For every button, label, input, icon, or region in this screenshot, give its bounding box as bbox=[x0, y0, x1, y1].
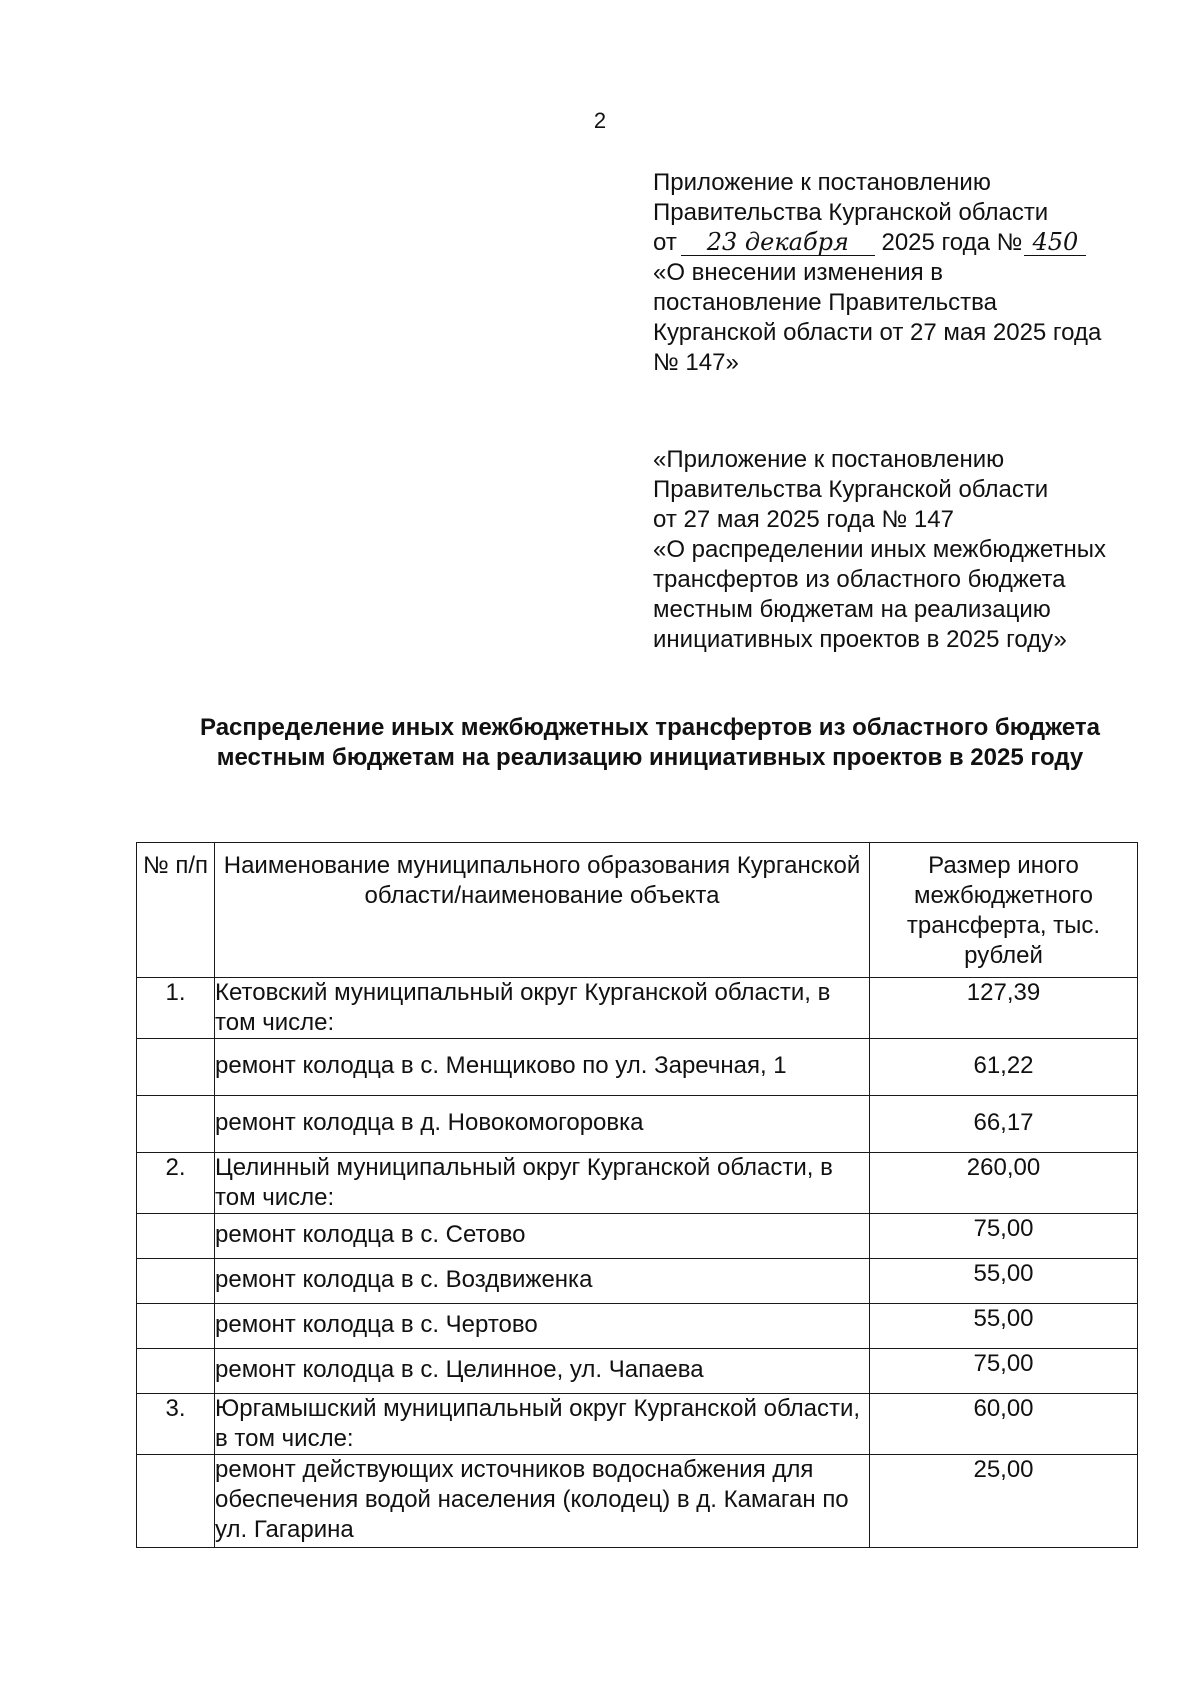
table-row bbox=[137, 1153, 1138, 1214]
row-number: 2. bbox=[137, 1153, 215, 1214]
distribution-table bbox=[136, 842, 1138, 1548]
row-name: Целинный муниципальный округ Курганской области, в том числе: bbox=[215, 1153, 870, 1214]
header-number: № п/п bbox=[137, 843, 215, 978]
table-row bbox=[137, 1259, 1138, 1304]
row-amount: 75,00 bbox=[870, 1214, 1138, 1259]
row-amount: 127,39 bbox=[870, 978, 1138, 1039]
handwritten-number: 450 bbox=[1024, 229, 1086, 256]
appendix-line: Приложение к постановлению bbox=[653, 169, 991, 196]
appendix-line: постановление Правительства bbox=[653, 289, 997, 316]
row-number bbox=[137, 1304, 215, 1349]
table-row bbox=[137, 1304, 1138, 1349]
row-name: ремонт колодца в с. Воздвиженка bbox=[215, 1259, 870, 1304]
row-name: Кетовский муниципальный округ Курганской области, в том числе: bbox=[215, 978, 870, 1039]
title-line: Распределение иных межбюджетных трансфертов из областного бюджета bbox=[200, 714, 1100, 741]
appendix-line: «Приложение к постановлению bbox=[653, 446, 1005, 473]
row-name: ремонт колодца в с. Сетово bbox=[215, 1214, 870, 1259]
row-number bbox=[137, 1259, 215, 1304]
appendix-line: «О внесении изменения в bbox=[653, 259, 944, 286]
appendix-line: Правительства Курганской области bbox=[653, 476, 1049, 503]
table-row bbox=[137, 1039, 1138, 1096]
appendix-line: трансфертов из областного бюджета bbox=[653, 566, 1066, 593]
row-name: ремонт действующих источников водоснабжения для обеспечения водой населения (колодец) в д. Камаган по ул. Гагарина bbox=[215, 1455, 870, 1548]
row-number bbox=[137, 1039, 215, 1096]
row-name: ремонт колодца в с. Чертово bbox=[215, 1304, 870, 1349]
row-name: ремонт колодца в с. Целинное, ул. Чапаева bbox=[215, 1349, 870, 1394]
row-number: 3. bbox=[137, 1394, 215, 1455]
appendix-line: Курганской области от 27 мая 2025 года bbox=[653, 319, 1102, 346]
table-row bbox=[137, 978, 1138, 1039]
date-prefix: от bbox=[653, 229, 677, 256]
row-amount: 25,00 bbox=[870, 1455, 1138, 1548]
appendix-original-block bbox=[653, 445, 1123, 655]
row-number bbox=[137, 1455, 215, 1548]
row-number: 1. bbox=[137, 978, 215, 1039]
appendix-line: местным бюджетам на реализацию bbox=[653, 596, 1051, 623]
row-name: ремонт колодца в д. Новокомогоровка bbox=[215, 1096, 870, 1153]
row-amount: 55,00 bbox=[870, 1304, 1138, 1349]
row-amount: 55,00 bbox=[870, 1259, 1138, 1304]
appendix-line: «О распределении иных межбюджетных bbox=[653, 536, 1106, 563]
row-name: ремонт колодца в с. Менщиково по ул. Заречная, 1 bbox=[215, 1039, 870, 1096]
table-row bbox=[137, 1349, 1138, 1394]
table-row bbox=[137, 1096, 1138, 1153]
row-amount: 66,17 bbox=[870, 1096, 1138, 1153]
appendix-line: Правительства Курганской области bbox=[653, 199, 1049, 226]
appendix-line: № 147» bbox=[653, 349, 739, 376]
row-number bbox=[137, 1214, 215, 1259]
handwritten-date: 23 декабря bbox=[681, 229, 875, 256]
row-amount: 61,22 bbox=[870, 1039, 1138, 1096]
row-number bbox=[137, 1349, 215, 1394]
row-amount: 260,00 bbox=[870, 1153, 1138, 1214]
header-name: Наименование муниципального образования Курганской области/наименование объекта bbox=[215, 843, 870, 978]
appendix-current-block bbox=[653, 168, 1123, 378]
title-line: местным бюджетам на реализацию инициативных проектов в 2025 году bbox=[216, 744, 1084, 771]
table-row bbox=[137, 1214, 1138, 1259]
date-year: 2025 года № bbox=[881, 229, 1023, 256]
row-number bbox=[137, 1096, 215, 1153]
row-amount: 75,00 bbox=[870, 1349, 1138, 1394]
row-amount: 60,00 bbox=[870, 1394, 1138, 1455]
page-number: 2 bbox=[593, 108, 607, 133]
table-row bbox=[137, 1455, 1138, 1548]
document-title bbox=[140, 713, 1160, 773]
appendix-line: от 27 мая 2025 года № 147 bbox=[653, 506, 954, 533]
appendix-line: инициативных проектов в 2025 году» bbox=[653, 626, 1067, 653]
header-amount: Размер иного межбюджетного трансферта, тыс. рублей bbox=[870, 843, 1138, 978]
appendix-date-line bbox=[653, 228, 1123, 258]
table-row bbox=[137, 1394, 1138, 1455]
table-header-row bbox=[137, 843, 1138, 978]
row-name: Юргамышский муниципальный округ Курганской области, в том числе: bbox=[215, 1394, 870, 1455]
